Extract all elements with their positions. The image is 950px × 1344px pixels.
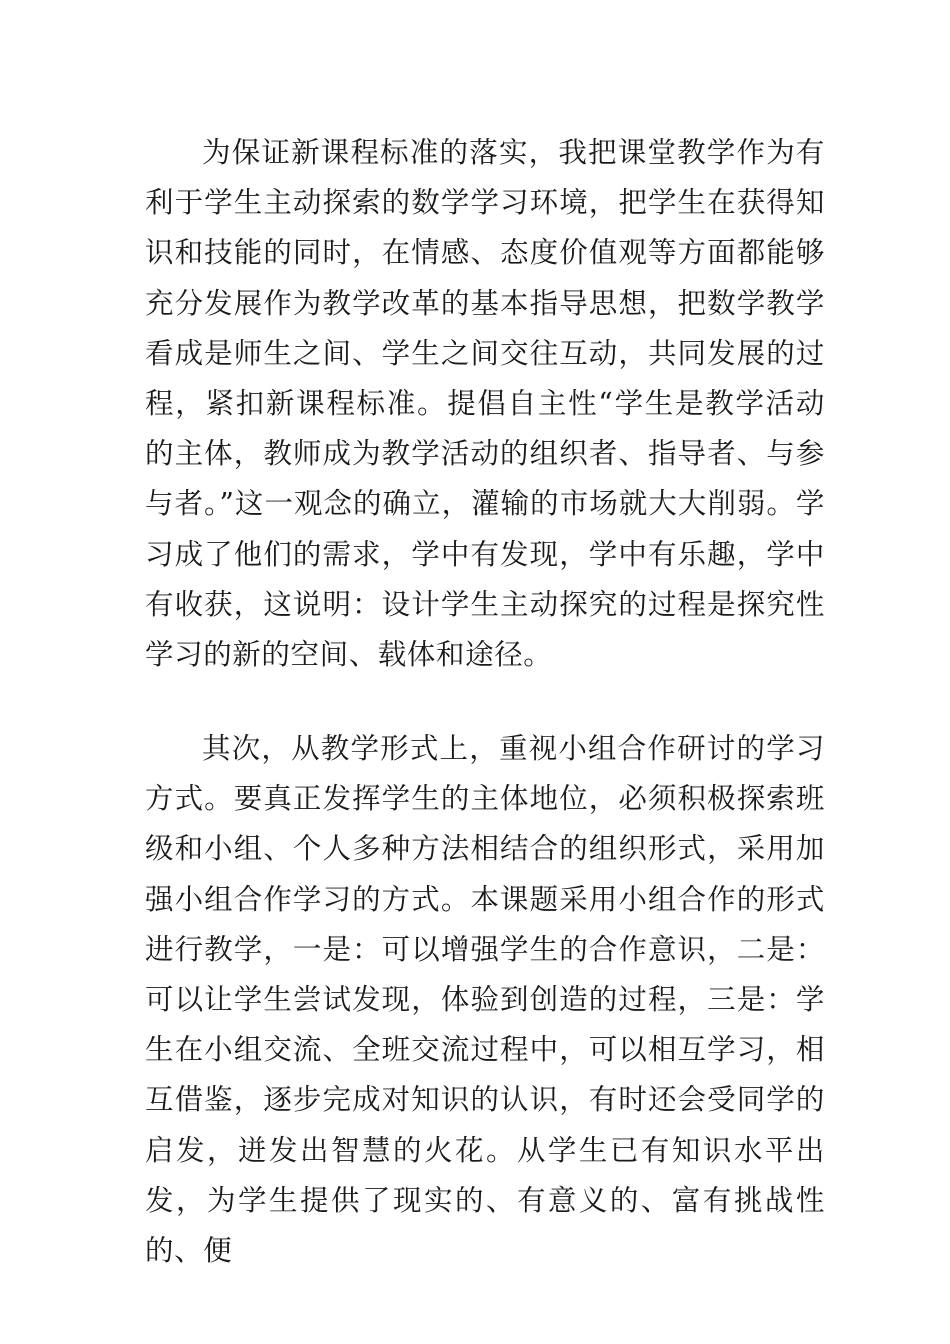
paragraph-2: 其次，从教学形式上，重视小组合作研讨的学习方式。要真正发挥学生的主体地位，必须积极探索班级和小组、个人多种方法相结合的组织形式，采用加强小组合作学习的方式。本课题采用小组合作的形式进行教学，一是：可以增强学生的合作意识，二是：可以让学生尝试发现，体验到创造的过程，三是：学生在小组交流、全班交流过程中，可以相互学习，相互借鉴，逐步完成对知识的认识，有时还会受同学的启发，迸发出智慧的火花。从学生已有知识水平出发，为学生提供了现实的、有意义的、富有挑战性的、便 — [145, 732, 825, 1268]
paragraph-1: 为保证新课程标准的落实，我把课堂教学作为有利于学生主动探索的数学学习环境，把学生在获得知识和技能的同时，在情感、态度价值观等方面都能够充分发展作为教学改革的基本指导思想，把数学教学看成是师生之间、学生之间交往互动，共同发展的过程，紧扣新课程标准。提倡自主性“学生是教学活动的主体，教师成为教学活动的组织者、指导者、与参与者。”这一观念的确立，灌输的市场就大大削弱。学习成了他们的需求，学中有发现，学中有乐趣，学中有收获，这说明：设计学生主动探究的过程是探究性学习的新的空间、载体和途径。 — [145, 136, 825, 672]
